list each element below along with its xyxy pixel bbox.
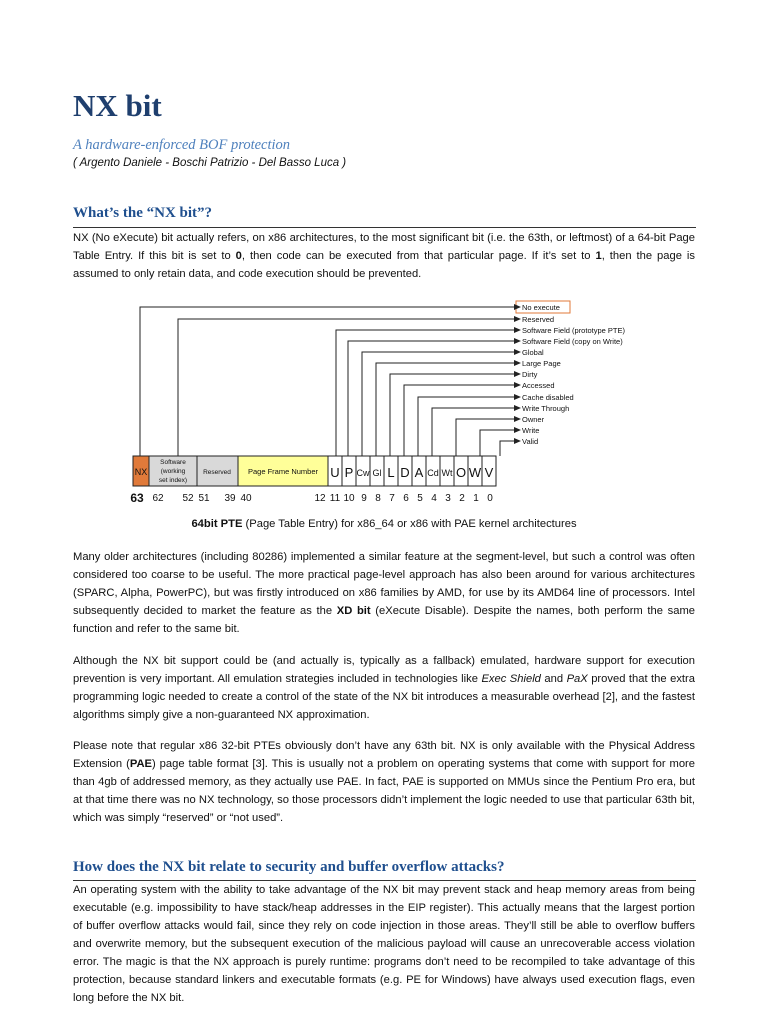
cell-gl-label: Gl — [372, 468, 382, 478]
text-run: , then code can be executed from that particular page. If it’s set to — [241, 250, 596, 262]
leader-line-sw-prototype — [336, 330, 516, 456]
cell-v-label: V — [484, 465, 494, 480]
flag-label-owner: Owner — [522, 415, 545, 424]
bit-number-39: 39 — [224, 493, 236, 504]
flag-label-dirty: Dirty — [522, 370, 538, 379]
text-run: and — [540, 673, 567, 685]
cell-o-label: O — [455, 465, 467, 480]
text-run: Many older architectures (including 80286) implemented a similar feature at the segment-level, but such a control was often considered too coarse to be useful. The more practical page-level approach has also been around for various architectures (SPARC, Alpha, PowerPC), but was firstly introduced on x86 families by AMD, for use by its AMD64 line of processors. Intel subsequently decided to market the feature as the — [73, 551, 695, 617]
text-run: PaX — [566, 673, 588, 685]
leader-line-global — [362, 352, 516, 456]
text-run: Exec Shield — [481, 673, 541, 685]
leader-arrows — [514, 304, 521, 444]
bit-number-40: 40 — [240, 493, 252, 504]
leader-line-write-through — [432, 408, 516, 456]
authors: ( Argento Daniele - Boschi Patrizio - Del Basso Luca ) — [73, 157, 347, 169]
text-run: An operating system with the ability to take advantage of the NX bit may prevent stack and heap memory areas from being executable (e.g. impossibility to have stack/heap addresses in the EIP register). This actually means that the largest portion of buffer overflow attacks would fail, since they rely on code injection in those areas. They’ll still be able to overflow buffers and overwrite memory, but the subsequent execution of the malicious payload will cause an unrecoverable access violation error. The magic is that the NX approach is purely runtime: programs don’t need to be recompiled to take advantage of this protection, because standard linkers and executable formats (e.g. PE for Windows) have always used execution flags, even long before the NX bit. — [73, 884, 695, 1004]
leader-line-write — [480, 430, 516, 456]
paragraph-pae — [73, 737, 695, 827]
leader-line-owner — [456, 419, 516, 456]
flag-label-sw-prototype: Software Field (prototype PTE) — [522, 326, 625, 335]
cell-cw-label: Cw — [356, 468, 370, 478]
bit-number-62: 62 — [152, 493, 164, 504]
cell-reserved-label: Reserved — [203, 469, 231, 476]
cell-l-label: L — [387, 465, 395, 480]
bit-number-7: 7 — [389, 493, 395, 504]
leader-line-dirty — [390, 374, 516, 456]
text-run: 64bit PTE — [191, 518, 246, 530]
flag-label-sw-cow: Software Field (copy on Write) — [522, 337, 623, 346]
leader-line-reserved — [178, 319, 516, 456]
section-heading-what: What’s the “NX bit”? — [73, 205, 213, 221]
cell-p-label: P — [344, 465, 354, 480]
cell-w-label: W — [468, 465, 482, 480]
text-run: 1 — [595, 250, 602, 262]
text-run: ) page table format [3]. This is usually not a problem on operating systems that come with support for more than 4gb of addressed memory, as they actually use PAE. In fact, PAE is supported on MMUs since the Pentium Pro era, but at that time there was no NX technology, so those processors didn’t implement the logic needed to use that particular 63th bit, which was simply “reserved” or “not used”. — [73, 758, 695, 824]
flag-label-global: Global — [522, 348, 544, 357]
bit-number-11: 11 — [329, 493, 341, 504]
bit-number-9: 9 — [361, 493, 367, 504]
cell-software-label-1: Software — [160, 459, 186, 466]
bit-number-10: 10 — [343, 493, 355, 504]
paragraph-emulation — [73, 652, 695, 724]
bit-number-6: 6 — [403, 493, 409, 504]
leader-line-cache-disabled — [418, 397, 516, 456]
bit-number-63: 63 — [130, 491, 144, 505]
leader-lines — [140, 307, 516, 456]
cell-a-label: A — [414, 465, 424, 480]
paragraph-intro — [73, 229, 695, 283]
diagram-caption — [73, 518, 695, 530]
cell-wt-label: Wt — [441, 468, 453, 478]
text-run: XD bit — [336, 605, 371, 617]
text-run: (eXecute Disable). Despite the names, both perform the same function and refer to the same bit. — [73, 605, 695, 635]
pte-diagram — [126, 296, 646, 508]
bit-number-5: 5 — [417, 493, 423, 504]
text-run: proved that the extra programming logic needed to create a control of the state of the NX bit introduces a measurable overhead [2], and the fastest algorithms simply give a non-guaranteed NX approximation. — [73, 673, 695, 721]
leader-line-large-page — [376, 363, 516, 456]
flag-label-valid: Valid — [522, 437, 539, 446]
bit-number-52: 52 — [182, 493, 194, 504]
flag-label-cache-disabled: Cache disabled — [522, 393, 574, 402]
cell-software-label-3: set index) — [158, 477, 188, 484]
bit-number-12: 12 — [314, 493, 326, 504]
section-heading-security: How does the NX bit relate to security and buffer overflow attacks? — [73, 859, 505, 875]
text-run: Although the NX bit support could be (and actually is, typically as a fallback) emulated, hardware support for execution prevention is very important. All emulation strategies included in technologies like — [73, 655, 695, 685]
flag-label-write: Write — [522, 426, 540, 435]
text-run: Please note that regular x86 32-bit PTEs obviously don’t have any 63th bit. NX is only available with the Physical Address Extension ( — [73, 740, 695, 770]
text-run: 0 — [235, 250, 242, 262]
bit-number-1: 1 — [473, 493, 479, 504]
page-title: NX bit — [73, 88, 162, 123]
cell-nx-label: NX — [134, 467, 148, 477]
text-run: (Page Table Entry) for x86_64 or x86 with PAE kernel architectures — [245, 518, 577, 530]
flag-label-reserved: Reserved — [522, 315, 555, 324]
bit-number-51: 51 — [198, 493, 210, 504]
cell-d-label: D — [400, 465, 410, 480]
bit-number-3: 3 — [445, 493, 451, 504]
text-run: NX (No eXecute) bit actually refers, on x86 architectures, to the most significant bit (i.e. the 63th, or leftmost) of a 64-bit Page Table Entry. If this bit is set to — [73, 232, 695, 262]
paragraph-security — [73, 881, 695, 1007]
cell-u-label: U — [330, 465, 340, 480]
bit-number-8: 8 — [375, 493, 381, 504]
leader-line-valid — [500, 441, 516, 456]
leader-line-nx — [140, 307, 516, 456]
text-run: PAE — [129, 758, 152, 770]
subtitle: A hardware-enforced BOF protection — [73, 137, 291, 153]
flag-label-large-page: Large Page — [522, 359, 561, 368]
bit-number-4: 4 — [431, 493, 437, 504]
leader-line-accessed — [404, 385, 516, 456]
cell-pfn-label: Page Frame Number — [247, 467, 319, 476]
cell-software-label-2: (working — [160, 468, 186, 475]
flag-label-write-through: Write Through — [522, 404, 570, 413]
text-run: , then the page is assumed to only retain data, and code execution should be prevented. — [73, 250, 695, 280]
cell-cd-label: Cd — [427, 468, 439, 478]
bit-number-0: 0 — [487, 493, 493, 504]
section-rule — [73, 227, 696, 228]
bit-number-2: 2 — [459, 493, 465, 504]
flag-label-no-execute: No execute — [522, 303, 560, 312]
paragraph-history — [73, 548, 695, 638]
flag-label-accessed: Accessed — [522, 381, 555, 390]
